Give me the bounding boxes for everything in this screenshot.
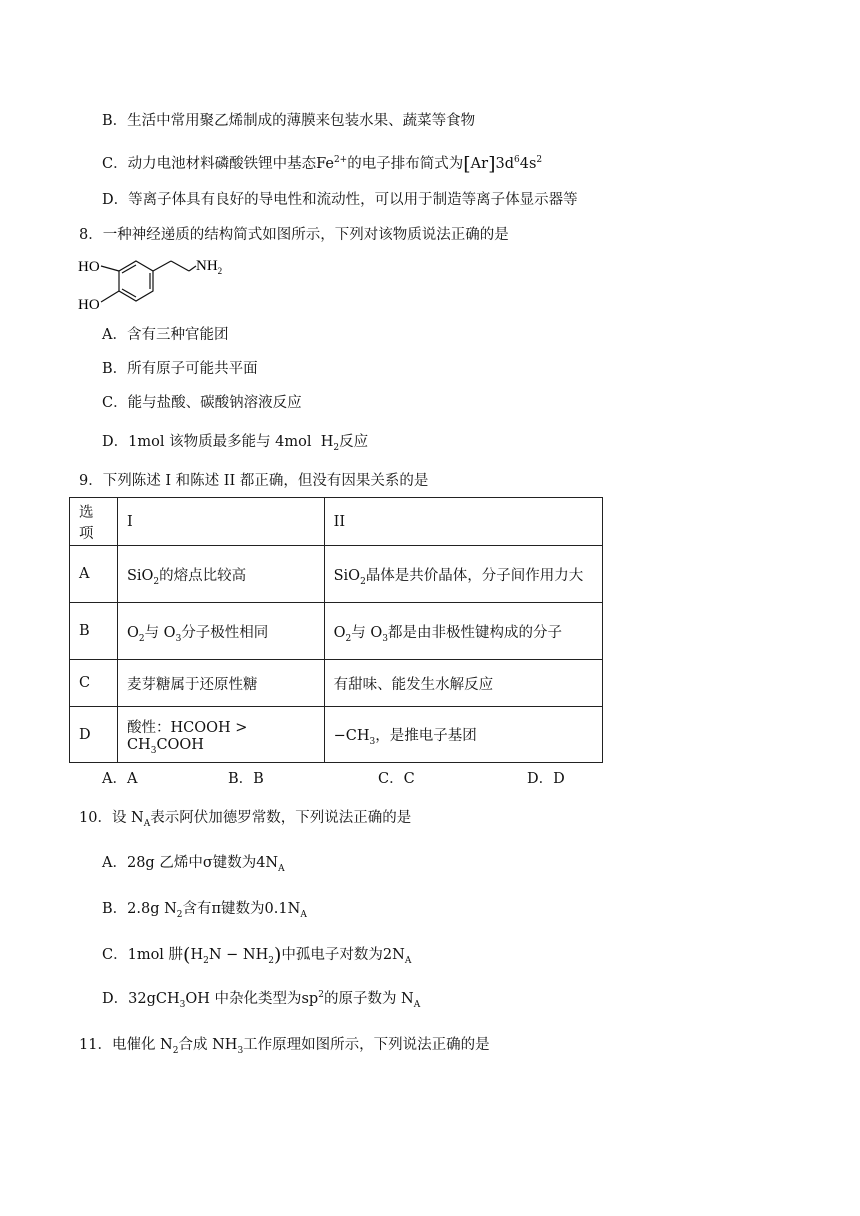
row-d-statement-ii: $-CH_3$，是推电子基团 [324, 707, 602, 763]
row-c-statement-i: 麦芽糖属于还原性糖 [117, 660, 324, 707]
q8-option-b: B．所有原子可能共平面 [102, 361, 258, 377]
header-statement-i: I [117, 498, 324, 546]
right-bracket: ] [488, 153, 496, 175]
row-b-statement-i: $O_2$与 $O_3$分子极性相同 [117, 603, 324, 660]
q10-option-d: D．32gCH$_3$OH 中杂化类型为$sp^2$的原子数为 $N_A$ [102, 990, 421, 1010]
q8-option-d-suffix: 反应 [339, 434, 369, 450]
orbital-4s: 4s [519, 156, 537, 172]
q8-option-c: C．能与盐酸、碳酸钠溶液反应 [102, 395, 302, 411]
fe-ion-charge: 2+ [333, 155, 348, 166]
q10-option-b: B．2.8g $N_2$含有π键数为$0.1N_A$ [102, 901, 307, 920]
structure-ho-bottom: HO [78, 297, 100, 313]
benzene-ring [101, 261, 196, 302]
q7-option-b: B．生活中常用聚乙烯制成的薄膜来包装水果、蔬菜等食物 [102, 113, 476, 129]
q7-option-c-mid: 的电子排布简式为 [347, 156, 464, 172]
q8-option-a: A．含有三种官能团 [102, 327, 229, 343]
row-d-option: D [70, 707, 118, 763]
table-header-row [70, 498, 603, 546]
orbital-3d: 3d [495, 156, 514, 172]
q11-stem: 11．电催化 $N_2$合成 $NH_3$工作原理如图所示，下列说法正确的是 [79, 1037, 490, 1056]
row-a-option: A [70, 546, 118, 603]
q9-stem: 9．下列陈述 I 和陈述 II 都正确，但没有因果关系的是 [79, 473, 429, 489]
q9-choice-d: D．D [527, 771, 565, 787]
q9-choice-b: B．B [228, 771, 264, 787]
row-b-option: B [70, 603, 118, 660]
row-c-statement-ii: 有甜味、能发生水解反应 [324, 660, 602, 707]
row-c-option: C [70, 660, 118, 707]
q8-option-d [102, 432, 368, 452]
row-a-statement-i: SiO$_2$的熔点比较高 [117, 546, 324, 603]
q9-table [69, 497, 603, 763]
header-statement-ii: II [324, 498, 602, 546]
q8-stem: 8．一种神经递质的结构简式如图所示，下列对该物质说法正确的是 [79, 227, 509, 243]
q8-option-d-prefix: D．1mol 该物质最多能与 4mol [102, 434, 312, 450]
argon-core: Ar [470, 156, 489, 172]
orbital-4s-count: 2 [536, 155, 543, 166]
q7-option-d: D．等离子体具有良好的导电性和流动性，可以用于制造等离子体显示器等 [102, 192, 578, 208]
q9-choice-c: C．C [378, 771, 415, 787]
left-bracket: [ [463, 153, 471, 175]
row-a-statement-ii: SiO$_2$晶体是共价晶体，分子间作用力大 [324, 546, 602, 603]
q7-option-c-prefix: C．动力电池材料磷酸铁锂中基态 [102, 156, 317, 172]
row-d-statement-i: 酸性：HCOOH > $CH_3COOH$ [117, 707, 324, 763]
orbital-3d-count: 6 [514, 155, 520, 166]
h2-formula: H [320, 434, 334, 450]
table-row [70, 660, 603, 707]
q10-option-c: C．1mol 肼$(H_2N - NH_2)$中孤电子对数为$2N_A$ [102, 944, 412, 966]
q10-option-a: A．28g 乙烯中σ键数为$4N_A$ [102, 855, 285, 874]
q7-option-c [102, 152, 542, 174]
table-row [70, 546, 603, 603]
structure-ho-top: HO [78, 259, 100, 275]
table-row [70, 707, 603, 763]
dopamine-structure [78, 252, 228, 316]
q10-stem: 10．设 $N_A$表示阿伏加德罗常数，下列说法正确的是 [79, 810, 412, 829]
right-paren: ) [273, 944, 282, 966]
structure-nh2: $NH_2$ [196, 258, 223, 276]
table-row [70, 603, 603, 660]
fe-ion: Fe [316, 156, 334, 172]
h2-subscript: 2 [333, 442, 340, 453]
header-option: 选项 [70, 498, 118, 546]
row-b-statement-ii: $O_2$与 $O_3$都是由非极性键构成的分子 [324, 603, 602, 660]
q9-choice-a: A．A [102, 771, 138, 787]
left-paren: ( [183, 944, 191, 966]
